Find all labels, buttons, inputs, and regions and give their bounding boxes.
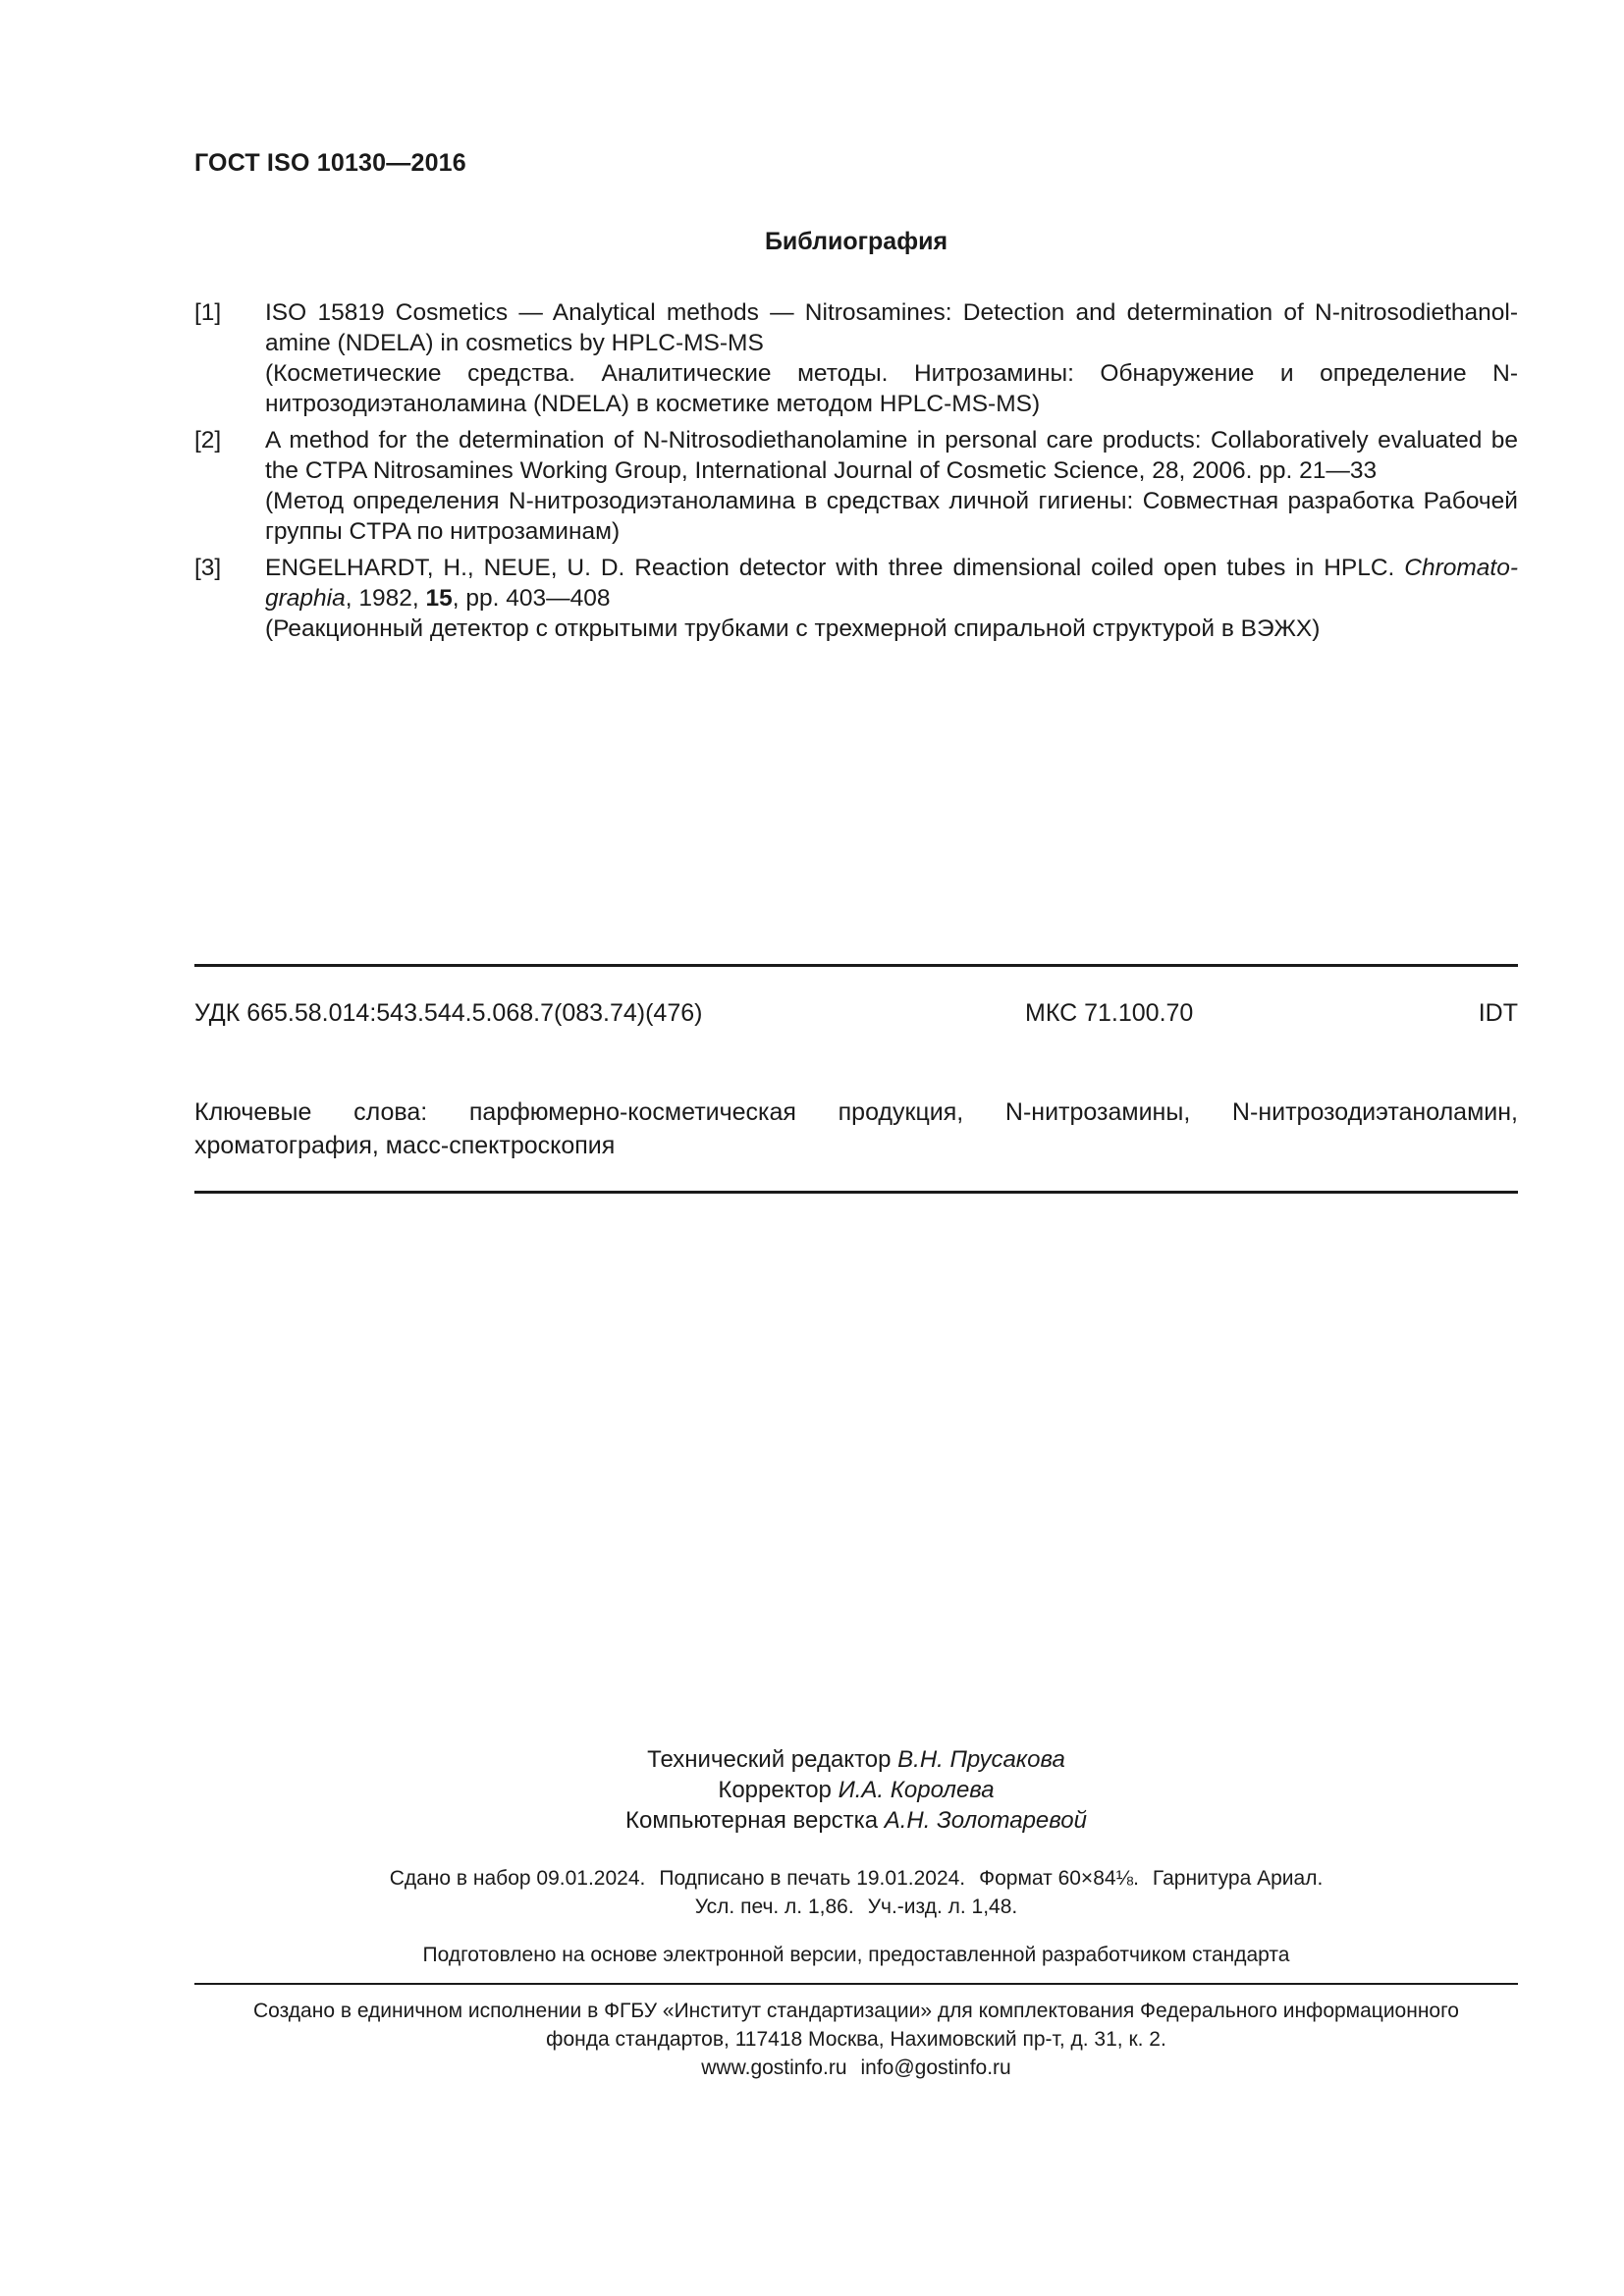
website-link[interactable]: www.gostinfo.ru xyxy=(701,2056,847,2079)
tech-editor xyxy=(194,1744,1518,1775)
publisher-line-1: Создано в единичном исполнении в ФГБУ «Институт стандартизации» для комплектования Федерального информационного xyxy=(253,2000,1459,2022)
layout-name: А.Н. Золотаревой xyxy=(884,1807,1087,1834)
email-link[interactable]: info@gostinfo.ru xyxy=(860,2056,1011,2079)
reference-number: [1] xyxy=(194,299,222,326)
reference-year: , 1982, xyxy=(345,585,419,612)
mks-code: МКС 71.100.70 xyxy=(1025,999,1194,1027)
reference-volume: 15 xyxy=(425,585,453,612)
credits-block xyxy=(194,1744,1518,1836)
keywords: Ключевые слова: парфюмерно-косметическая продукция, N-нитрозамины, N-нитрозодиэтаноламин, хроматография, масс-спектроскопия xyxy=(194,1098,1518,1159)
divider-middle xyxy=(194,1191,1518,1194)
paper-format: Формат 60×84⅛. xyxy=(979,1867,1139,1890)
reference-text-ru: (Реакционный детектор с открытыми трубками с трехмерной спиральной структурой в ВЭЖХ) xyxy=(265,615,1321,642)
corrector-name: И.А. Королева xyxy=(838,1777,995,1803)
reference-body xyxy=(265,297,1518,419)
print-info xyxy=(194,1864,1518,1921)
corrector-label: Корректор xyxy=(718,1777,832,1803)
reference-text-en xyxy=(265,553,1518,614)
reference-number: [2] xyxy=(194,427,222,454)
reference-authors-title: ENGELHARDT, H., NEUE, U. D. Reaction detector with three dimensional coiled open tubes in HPLC. xyxy=(265,555,1395,581)
reference-text-ru: (Метод определения N-нитрозодиэтаноламина в средствах личной гигиены: Совместная разработка Рабочей группы CTPA по нитрозаминам) xyxy=(265,488,1518,545)
tech-editor-label: Технический редактор xyxy=(647,1746,892,1773)
sent-date: Сдано в набор 09.01.2024. xyxy=(389,1867,646,1890)
signed-date: Подписано в печать 19.01.2024. xyxy=(659,1867,966,1890)
reference-item xyxy=(194,425,1518,547)
typeface: Гарнитура Ариал. xyxy=(1152,1867,1324,1890)
bibliography-list xyxy=(194,297,1518,650)
corrector xyxy=(194,1775,1518,1805)
prepared-note: Подготовлено на основе электронной версии, предоставленной разработчиком стандарта xyxy=(422,1944,1290,1966)
reference-item xyxy=(194,297,1518,419)
reference-body xyxy=(265,425,1518,547)
tech-editor-name: В.Н. Прусакова xyxy=(897,1746,1065,1773)
idt-code: IDT xyxy=(1478,999,1518,1027)
document-code: ГОСТ ISO 10130—2016 xyxy=(194,149,466,177)
reference-text-en: ISO 15819 Cosmetics — Analytical methods — Nitrosamines: Detection and determination of N-nitrosodiethanol-amine (NDELA) in cosmetics by HPLC-MS-MS xyxy=(265,299,1518,356)
divider-top xyxy=(194,964,1518,967)
publisher-sheets: Уч.-изд. л. 1,48. xyxy=(867,1896,1018,1918)
reference-text-ru: (Косметические средства. Аналитические методы. Нитрозамины: Обнаружение и определение N-нитрозодиэтаноламина (NDELA) в косметике методом HPLC-MS-MS) xyxy=(265,360,1518,417)
print-info-line-1 xyxy=(194,1864,1518,1893)
layout-editor xyxy=(194,1805,1518,1836)
print-info-line-2 xyxy=(194,1893,1518,1921)
bibliography-title: Библиография xyxy=(764,228,948,255)
publisher-contacts xyxy=(194,2054,1518,2082)
divider-bottom xyxy=(194,1983,1518,1985)
classification-row xyxy=(194,999,1518,1031)
udk-code: УДК 665.58.014:543.544.5.068.7(083.74)(476) xyxy=(194,999,703,1027)
publisher-info xyxy=(194,1997,1518,2082)
layout-label: Компьютерная верстка xyxy=(625,1807,879,1834)
print-sheets: Усл. печ. л. 1,86. xyxy=(694,1896,854,1918)
reference-item xyxy=(194,553,1518,644)
reference-text-en: A method for the determination of N-Nitrosodiethanolamine in personal care products: Collaboratively evaluated be the CTPA Nitrosamines Working Group, International Journal of Cosmetic Science, 28, 2006. pp. 21—33 xyxy=(265,427,1518,484)
reference-body xyxy=(265,553,1518,644)
reference-number: [3] xyxy=(194,555,222,581)
reference-pages: , pp. 403—408 xyxy=(452,585,611,612)
publisher-line-2: фонда стандартов, 117418 Москва, Нахимовский пр-т, д. 31, к. 2. xyxy=(546,2028,1166,2051)
reference-journal: Chromato-graphia xyxy=(265,555,1518,612)
